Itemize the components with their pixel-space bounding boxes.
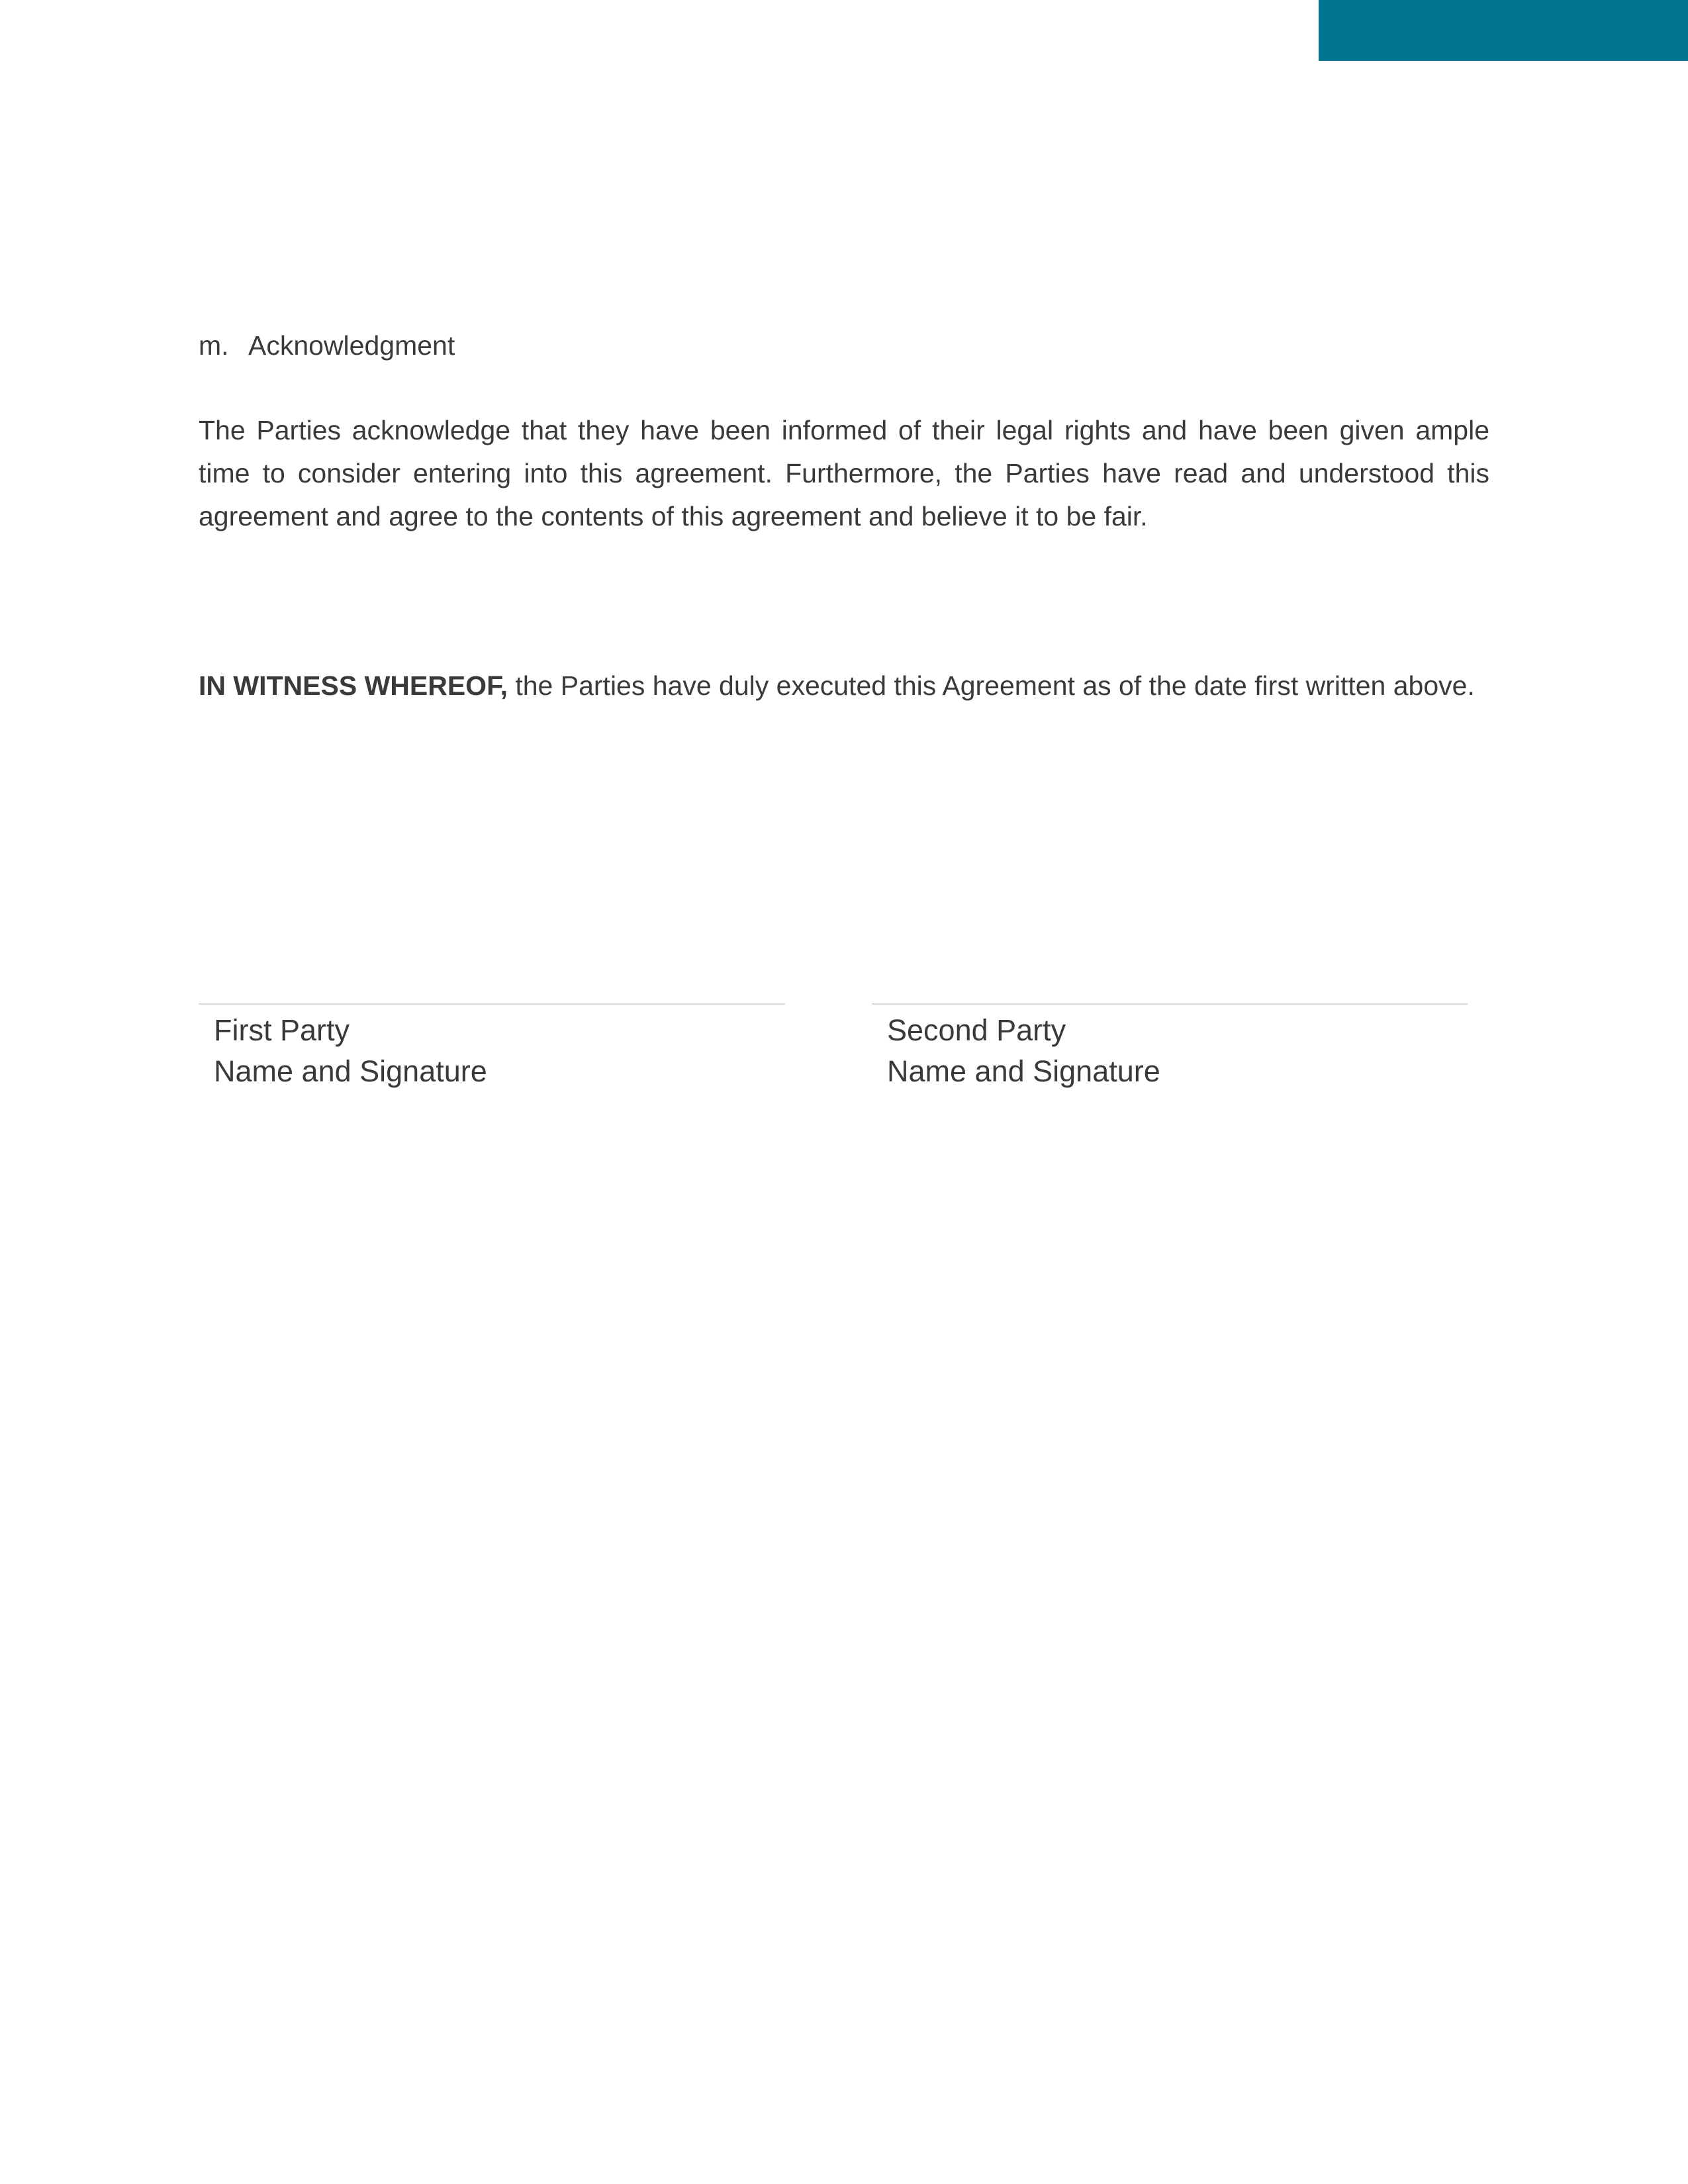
header-accent-bar [1319, 0, 1688, 61]
signature-block-first-party [199, 1003, 785, 1092]
signature-block-second-party [872, 1003, 1468, 1092]
signature-party-label: First Party [214, 1013, 350, 1047]
signature-party-label: Second Party [887, 1013, 1066, 1047]
section-heading [199, 327, 455, 364]
acknowledgment-paragraph: The Parties acknowledge that they have been informed of their legal rights and have been given ample time to consider entering into this agreement. Furthermore, the Parties have read and understood this agreement and agree to the contents of this agreement and believe it to be fair. [199, 415, 1489, 531]
section-title: Acknowledgment [248, 330, 455, 361]
section-marker: m. [199, 330, 229, 361]
witness-text: the Parties have duly executed this Agreement as of the date first written above. [507, 670, 1475, 701]
signature-caption: Name and Signature [887, 1054, 1160, 1088]
witness-lead: IN WITNESS WHEREOF, [199, 670, 508, 701]
witness-clause [199, 667, 1489, 704]
signature-caption: Name and Signature [214, 1054, 487, 1088]
